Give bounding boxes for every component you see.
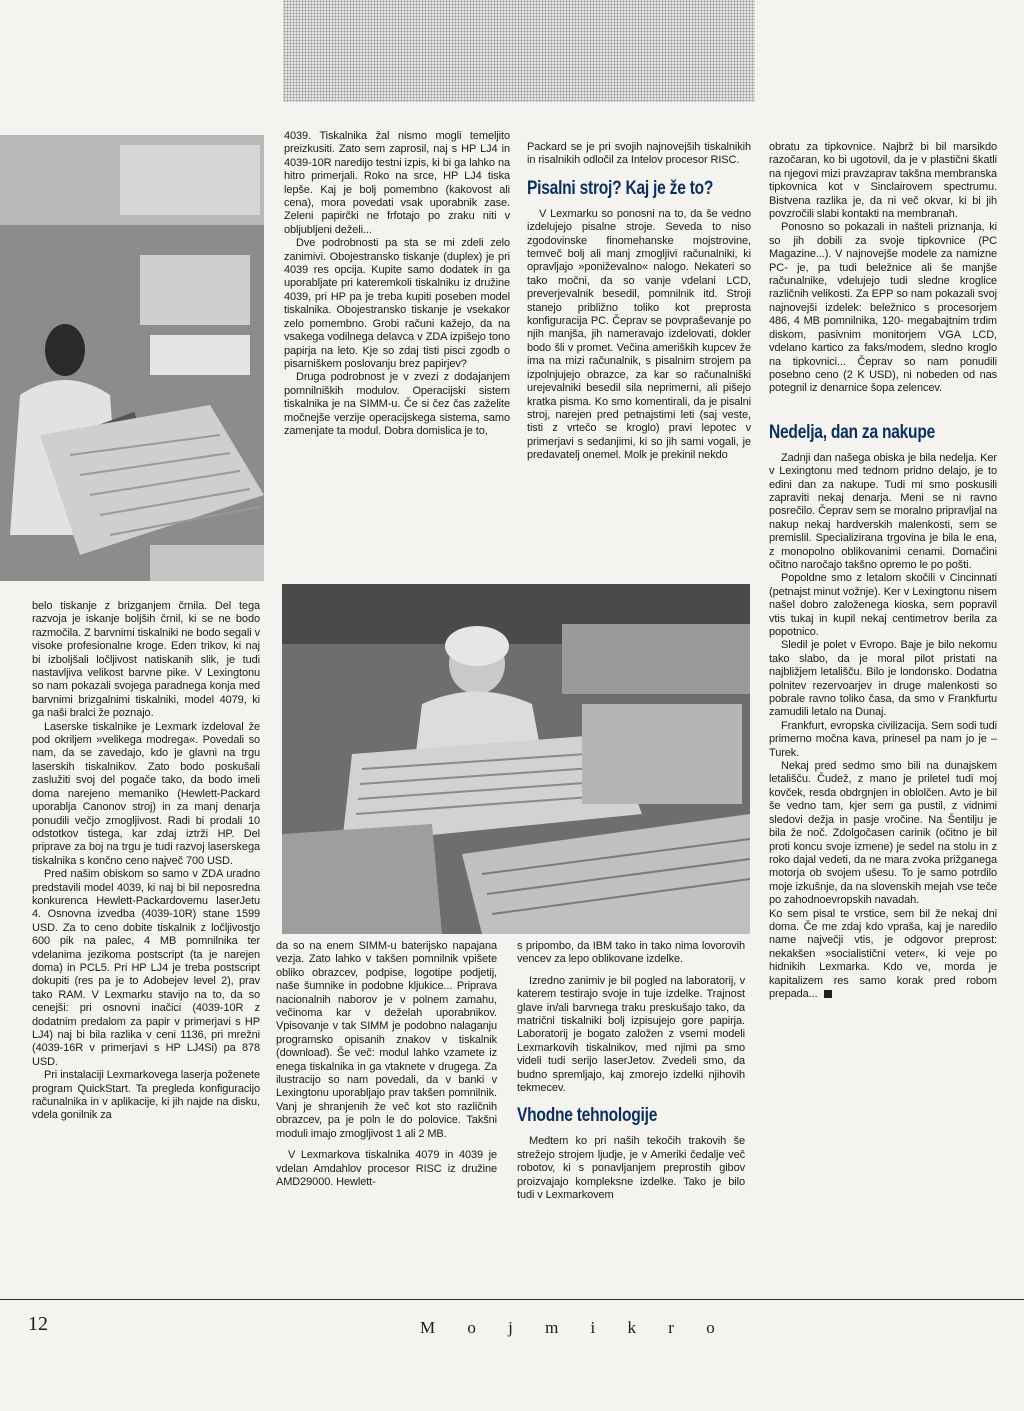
paragraph: Packard se je pri svojih najnovejših tiskalnikih in risalnikih odločil za Intelov procesor RISC. — [527, 141, 751, 167]
article-column-c-top — [527, 141, 751, 581]
end-mark-icon — [824, 990, 832, 998]
paragraph: Laserske tiskalnike je Lexmark izdeloval že pod okriljem »velikega modrega«. Povedali so nam, da se zavedajo, kdo je glavni na trgu laserskih tiskalnikov. Zato bodo poskušali zaslužiti svoj del pogače tako, da bodo imeli doma narejeno memaniko (Hewlett-Packard uporablja Canonov stroj) in za manj denarja ponudili večjo zmogljivost. Radi bi prodali 10 odstotkov tistega, kar zdaj iztrži HP. Del priprave za boj na trgu je tudi razvoj laserskega tiskalnika s končno ceno največ 700 USD. — [32, 720, 260, 867]
section-heading: Nedelja, dan za nakupe — [769, 421, 936, 443]
paragraph: Druga podrobnost je v zvezi z dodajanjem pomnilniških modulov. Operacijski sistem tiskalnika je na SIMM-u. Če si čez čas zaželite močnejše verzije operacijskega sistema, samo zamenjate ta modul. Dobra domislica je to, — [284, 371, 510, 437]
paragraph: 4039. Tiskalnika žal nismo mogli temeljito preizkusiti. Zato sem zaprosil, naj s HP LJ4 in 4039-10R naredijo testni izpis, ki bi ga lahko na hitro primerjali. Roko na srce, HP LJ4 tiska lepše. Kaj je bolj pomembno (kakovost ali cena), mora povedati vsak uporabnik zase. Zeleni papirčki ne frfotajo po zraku niti v obljubljeni deželi... — [284, 130, 510, 236]
paragraph: obratu za tipkovnice. Najbrž bi bil marsikdo razočaran, ko bi ugotovil, da je v plastični škatli na njegovi mizi pravzaprav takšna membranska tipkovnica kot v Sinclairovem spectrumu. Bistvena razlika je, da ni več okvar, ki bi jih povzročili slabi kontakti na membranah. — [769, 141, 997, 221]
article-column-d — [769, 141, 997, 1296]
paragraph: belo tiskanje z brizganjem črnila. Del tega razvoja je iskanje boljših črnil, ki se ne bodo razmočila. Z barvnimi tiskalniki ne bodo segali v visoke profesionalne kroge. Eden trikov, ki naj bi izboljšali ločljivost natiskanih slik, je tudi nastavljiva velikost barvne pike. V Lexingtonu so nam pokazali svojega paradnega konja med barvnimi brizgalnimi tiskalniki, model 4079, ki ga naši bralci že poznajo. — [32, 600, 260, 720]
paragraph: Ko sem pisal te vrstice, sem bil že nekaj dni doma. Če me zdaj kdo vpraša, kaj je naredilo name največji vtis, je odgovor preprost: nekakšen »socialistični veter«, ki veje po hidnikih Lexmarka. Kdo ve, morda je kapitalizem res samo korak pred robom prepada... — [769, 907, 997, 1000]
halftone-image-top — [283, 0, 755, 102]
section-heading: Vhodne tehnologije — [517, 1105, 658, 1127]
magazine-name: M o j m i k r o — [420, 1318, 729, 1337]
page-number: 12 — [28, 1313, 48, 1335]
paragraph: V Lexmarkova tiskalnika 4079 in 4039 je vdelan Amdahlov procesor RISC iz družine AMD29000. Hewlett- — [276, 1149, 497, 1188]
article-column-b-top — [284, 130, 510, 582]
factory-worker-photo — [0, 135, 264, 581]
paragraph: Pri instalaciji Lexmarkovega laserja poženete program QuickStart. Ta pregleda konfiguracijo računalnika in v aplikacije, ki jih najde na disku, vdela gonilnik za — [32, 1069, 260, 1122]
paragraph: Dve podrobnosti pa sta se mi zdeli zelo zanimivi. Obojestransko tiskanje (duplex) je pri 4039 res opcija. Kupite samo dodatek in ga uporabljate pri kateremkoli tiskalniku iz družine 4039, pri HP pa je treba kupiti poseben model tiskalnika. Obojestransko tiskanje je vsekakor zelo pomembno. Grobi računi kažejo, da na vsakega vodilnega delavca v ZDA izpišejo tono papirja na leto. Kje so zdaj tisti pisci zgodb o pisarniškem poslovanju brez papirjev? — [284, 237, 510, 370]
footer-rule — [0, 1299, 1024, 1300]
paragraph: Popoldne smo z letalom skočili v Cincinnati (petnajst minut vožnje). Ker v Lexingtonu nisem našel dobro založenega kioska, sem popravil vtis tukaj in kupil nekaj centimetrov berila za popotnico. — [769, 572, 997, 638]
section-heading: Pisalni stroj? Kaj je že to? — [527, 177, 714, 199]
paragraph: Ponosno so pokazali in našteli priznanja, ki so jih dobili za svoje tipkovnice (PC Magazine...). V najnovejše modele za namizne PC- je, pa tudi beležnice ali še manjše računalnike, vdelujejo tudi sledne kroglice različnih velikosti. Za EPP so nam pokazali svoj najnovejši izdelek: beležnico s procesorjem 486, 4 MB pomnilnika, 120- megabajtnim trdim diskom, pasivnim monitorjem VGA LCD, vdelano kartico za faks/modem, sledno kroglo na tipkovnici... Čeprav so nam ponudili posebno ceno (2 K USD), ni nobeden od nas potegnil iz denarnice šopa zelencev. — [769, 221, 997, 395]
paragraph: Nekaj pred sedmo smo bili na dunajskem letališču. Čudež, z mano je priletel tudi moj kovček, resda obdrgnjen in oblolčen. Avto je bil še vedno tam, kjer sem ga pustil, z vidnimi sledovi dežja in pasje vročine. Na Šentilju je bila že noč. Zdolgočasen carinik (očitno je bil proti koncu svoje izmene) je sedel na stolu in z roko dajal vedeti, da ne mara zvoka prižganega motorja ob svojem ušesu. To je samo potrdilo moje izkušnje, da na slovenskih mejah vse teče po zahodnoevropskih navadah. — [769, 760, 997, 907]
paragraph: Zadnji dan našega obiska je bila nedelja. Ker v Lexingtonu med tednom pridno delajo, je to edini dan za nakupe. Tudi mi smo poskusili zapraviti nekaj denarja. Meni se ni ravno posrečilo. Čeprav sem se moralno pripravljal na nakup nekaj hardverskih malenkosti, sem se premislil. Specializirana trgovina je bila le ena, z monopolno oblikovanimi cenami. Domačini očitno naročajo takšno opremo le po pošti. — [769, 451, 997, 571]
paragraph: Sledil je polet v Evropo. Baje je bilo nekomu tako slabo, da je moral pilot pristati na najbližjem letališču. Bilo je londonsko. Dodatna polnitev rezervoarjev in druge malenkosti so pobrale ravno toliko časa, da smo v Frankfurtu zamudili letalo na Dunaj. — [769, 639, 997, 719]
article-column-a — [32, 600, 260, 1295]
article-column-b-bottom — [276, 940, 497, 1295]
article-column-c-bottom — [517, 940, 745, 1295]
keyboard-assembly-photo — [282, 584, 750, 934]
paragraph: da so na enem SIMM-u baterijsko napajana vezja. Zato lahko v takšen pomnilnik vpišete obliko obrazcev, podpise, logotipe podjetij, naše šumnike in podobne kljukice... Priprava nacionalnih naborov je v polnem zamahu, večinoma kar v deželah uporabnikov. Vpisovanje v tak SIMM je podobno nalaganju programsko opisanih znakov v tiskalnik (download). Še več: modul lahko vzamete iz enega tiskalnika in ga vtaknete v drugega. Za ilustracijo so nam povedali, da v banki v Lexingtonu uporabljajo prav takšen pomnilnik. Vanj je shranjenih že več kot sto različnih obrazcev, pa je poln le do polovice. Takšni moduli imajo zmogljivost 1 ali 2 MB. — [276, 940, 497, 1140]
paragraph: Frankfurt, evropska civilizacija. Sem sodi tudi primerno močna kava, prinesel pa nam jo je – Turek. — [769, 719, 997, 759]
paragraph: V Lexmarku so ponosni na to, da še vedno izdelujejo pisalne stroje. Seveda to niso zgodovinske finomehanske mojstrovine, temveč bolj ali manj zmogljivi računalniki, ki opravljajo »poniževalno« nalogo. Nekateri so tako močni, da so vanje vdelani LCD, preverjevalnik besedil, pomnilnik itd. Stroji stanejo približno toliko kot preprosta konfiguracija PC. Čeprav se povpraševanje po njih manjša, jih nameravajo izdelovati, dokler bodo šli v promet. Večina ameriških kupcev že ima na mizi računalnik, s pisalnim strojem pa izpolnjujejo obrazce, za kar so računalniški urejevalniki besedil sila neprimerni, ali pišejo kratka pisma. Ko smo komentirali, da je pisalni stroj, narejen pred petnajstimi leti (saj veste, tisti z vrtečo se kroglo) pravi lepotec v primerjavi s sedanjimi, ki so jih sami vogali, je predavatelj onemel. Molk je prekinil nekdo — [527, 207, 751, 462]
paragraph: Pred našim obiskom so samo v ZDA uradno predstavili model 4039, ki naj bi bil neposredna konkurenca Hewlett-Packardovemu laserJetu 4. Osnovna izvedba (4039-10R) stane 1599 USD. Za to ceno dobite tiskalnik z ločljivostjo 600 pik na palec, 4 MB pomnilnika ter vdelanima jezikoma postscript (ta je narejen doma) in PCL5. Pri HP LJ4 je treba postscript dokupiti (res pa je to Adobejev level 2), prav tako RAM. V Lexmarku stavijo na to, da so cenejši: pri osnovni inačici (4039-10R z dodatnim predalom za papir v primerjavi s HP LJ4) naj bi bila razlika v ceni 1136, pri mrežni (4039-16R v primerjavi s HP LJ4Si) pa 878 USD. — [32, 868, 260, 1068]
paragraph: Izredno zanimiv je bil pogled na laboratorij, v katerem testirajo svoje in tuje izdelke. Trajnost glave in/ali barvnega traku preskušajo tako, da matrični tiskalniki bolj izpisujejo gore papirja. Laboratorij je bogato založen z vsemi modeli Lexmarkovih tiskalnikov, med njimi pa smo videli tudi serijo laserJetov. Zvedeli smo, da budno spremljajo, kaj zmorejo izdelki njihovih tekmecev. — [517, 974, 745, 1095]
paragraph: s pripombo, da IBM tako in tako nima lovorovih vencev za lepo oblikovane izdelke. — [517, 940, 745, 966]
paragraph: Medtem ko pri naših tekočih trakovih še strežejo strojem ljudje, je v Ameriki čedalje več robotov, ki s ponavljanjem preprostih gibov proizvajajo kompleksne izdelke. Tako je bilo tudi v Lexmarkovem — [517, 1135, 745, 1202]
